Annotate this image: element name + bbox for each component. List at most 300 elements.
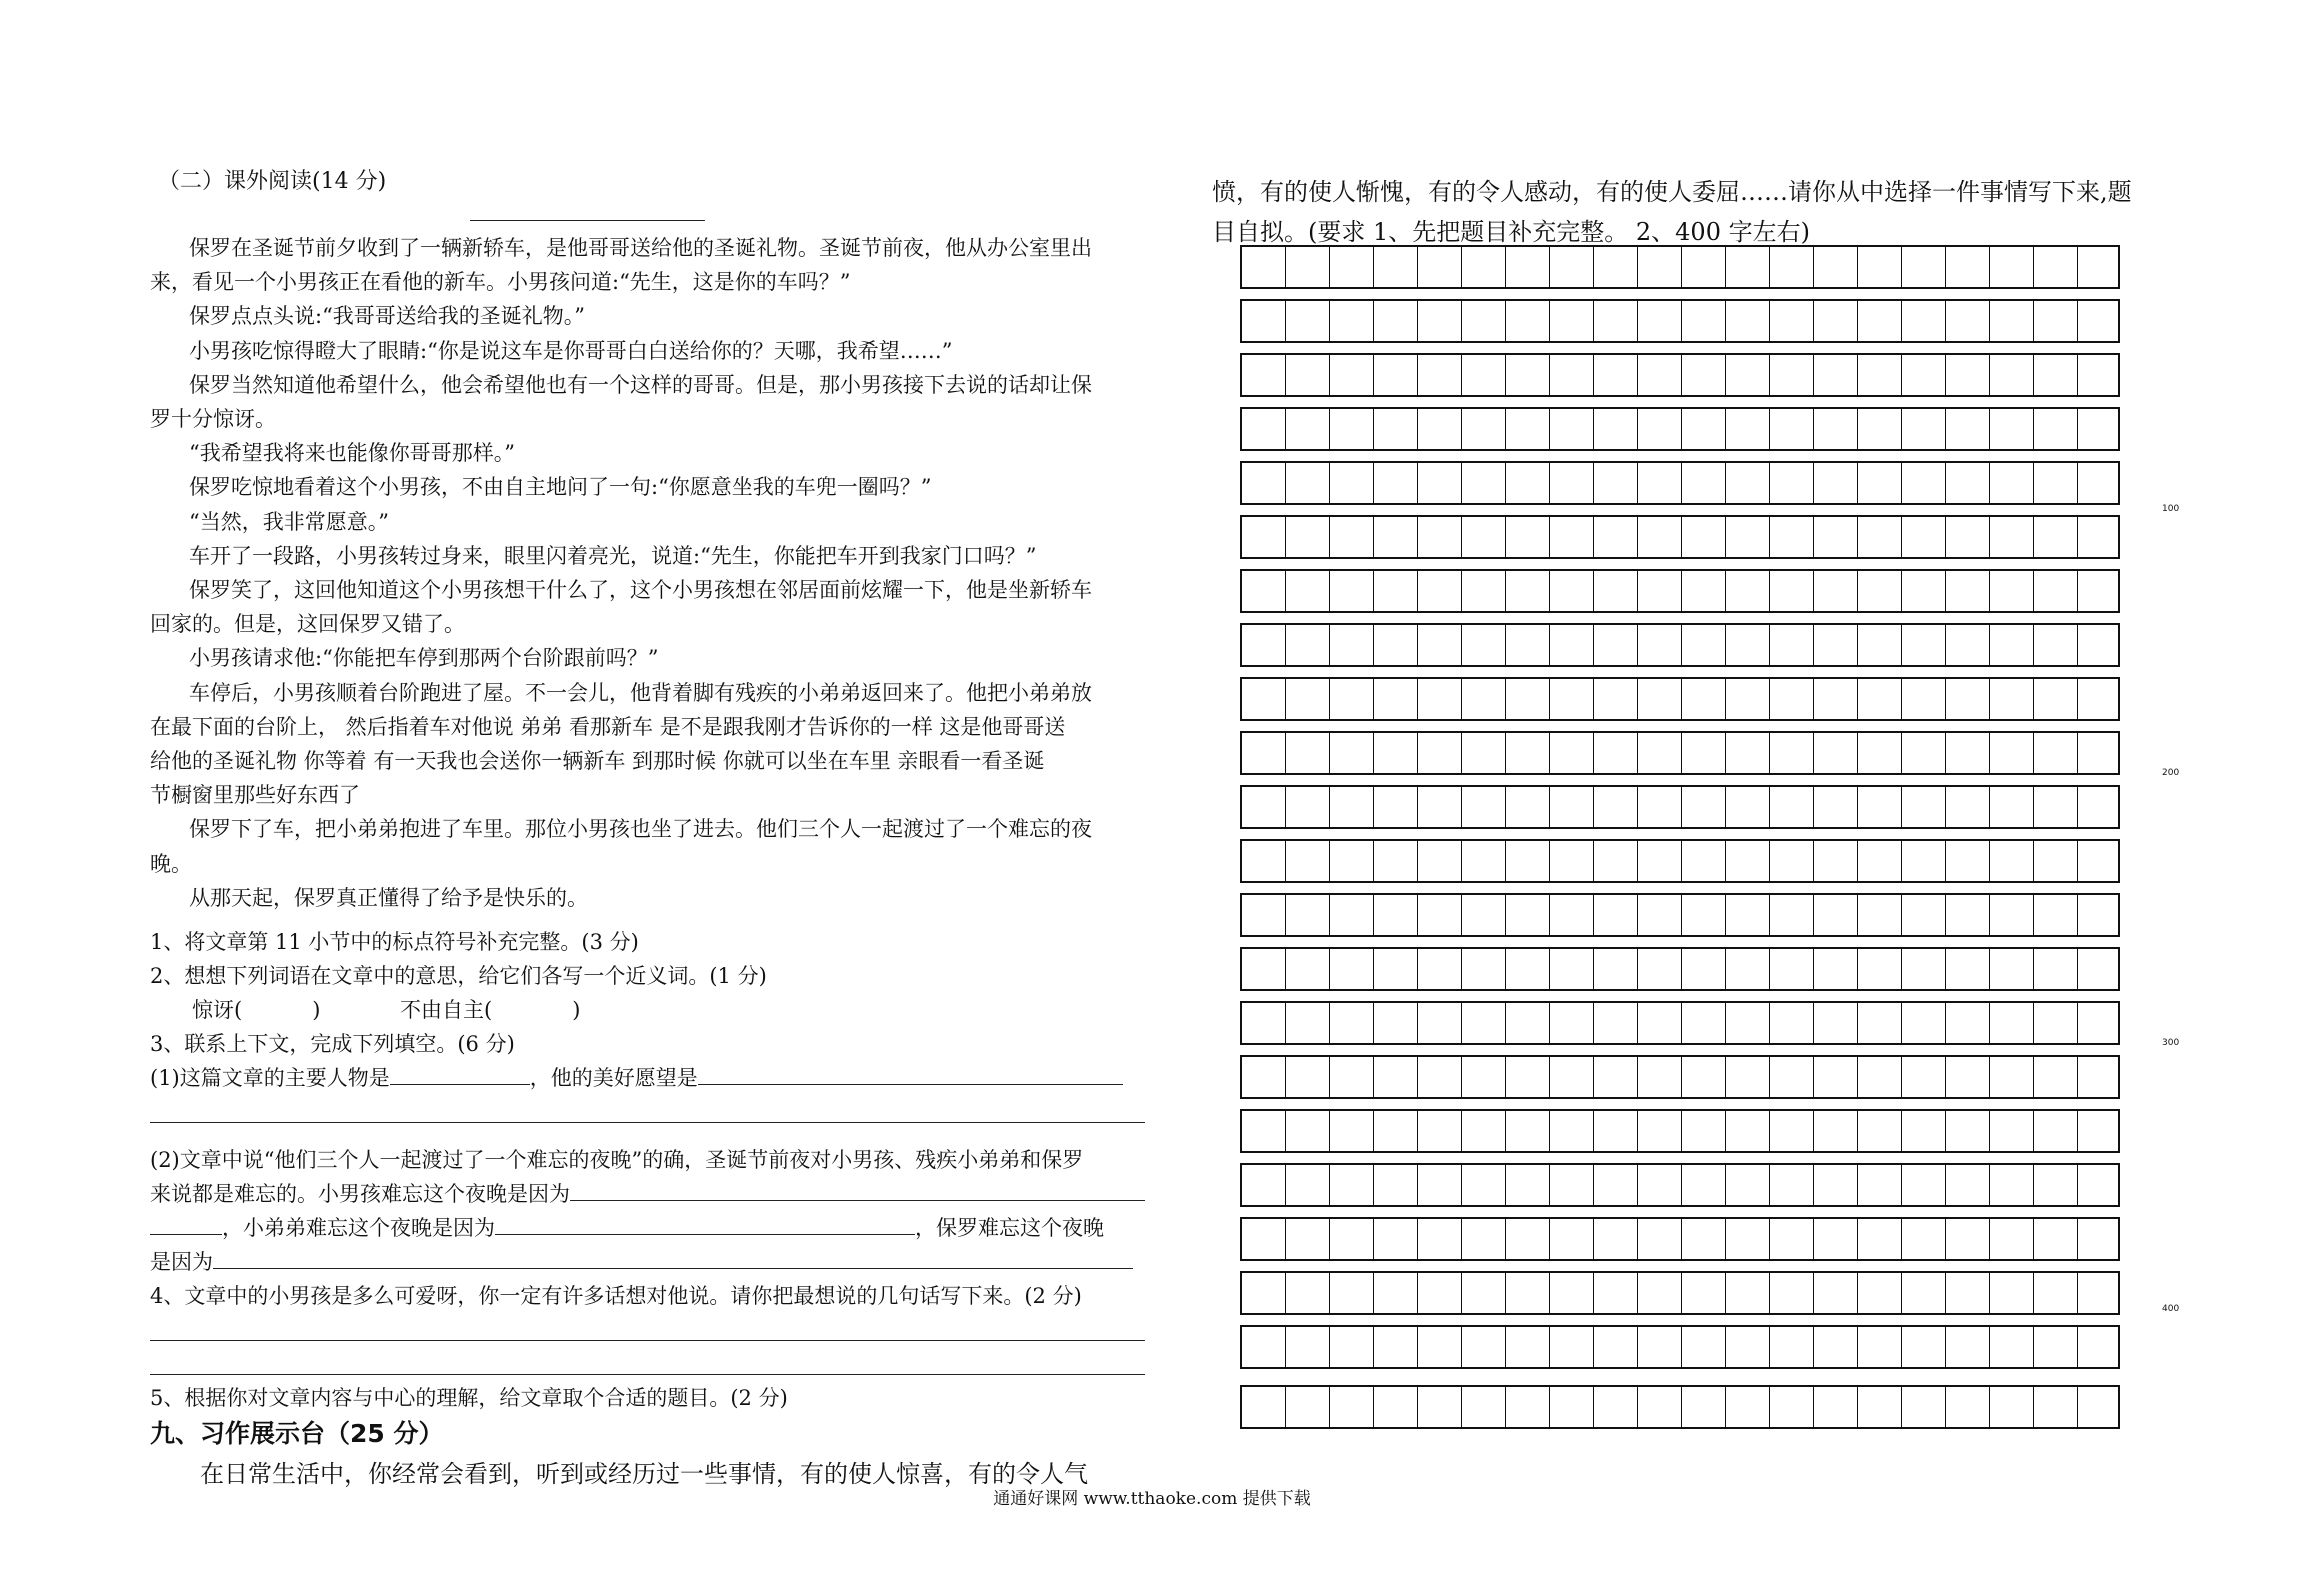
grid-row[interactable]	[1240, 731, 2120, 775]
grid-cell-divider	[1373, 1219, 1374, 1259]
grid-cell-divider	[2077, 841, 2078, 881]
grid-cell-divider	[1813, 1111, 1814, 1151]
grid-cell-divider	[1417, 247, 1418, 287]
q3-2-paul-label: ，保罗难忘这个夜晚	[915, 1216, 1104, 1240]
grid-cell-divider	[1901, 787, 1902, 827]
q3-1-blank-wish[interactable]	[698, 1066, 1123, 1085]
grid-cell-divider	[1505, 733, 1506, 773]
grid-cell-divider	[1813, 841, 1814, 881]
grid-cell-divider	[1373, 409, 1374, 449]
grid-cell-divider	[1417, 1057, 1418, 1097]
grid-cell-divider	[1637, 409, 1638, 449]
grid-cell-divider	[1285, 1003, 1286, 1043]
grid-cell-divider	[1417, 1003, 1418, 1043]
grid-cell-divider	[1373, 301, 1374, 341]
grid-cell-divider	[1461, 1111, 1462, 1151]
grid-cell-divider	[2077, 1111, 2078, 1151]
grid-cell-divider	[1857, 463, 1858, 503]
grid-row[interactable]	[1240, 677, 2120, 721]
grid-row[interactable]	[1240, 1385, 2120, 1429]
q3-2-blank-boy-end[interactable]	[150, 1216, 222, 1235]
grid-row[interactable]	[1240, 947, 2120, 991]
grid-cell-divider	[1505, 247, 1506, 287]
q3-2-line-1: (2)文章中说“他们三个人一起渡过了一个难忘的夜晚”的确，圣诞节前夜对小男孩、残疾小弟弟和保罗	[150, 1148, 1084, 1172]
grid-cell-divider	[1461, 463, 1462, 503]
grid-cell-divider	[2077, 679, 2078, 719]
grid-cell-divider	[1593, 355, 1594, 395]
grid-cell-divider	[1637, 247, 1638, 287]
grid-cell-divider	[1901, 733, 1902, 773]
grid-cell-divider	[1769, 1057, 1770, 1097]
grid-cell-divider	[2033, 733, 2034, 773]
grid-cell-divider	[2033, 355, 2034, 395]
grid-cell-divider	[1593, 1003, 1594, 1043]
grid-cell-divider	[1769, 787, 1770, 827]
grid-cell-divider	[1637, 517, 1638, 557]
grid-cell-divider	[1505, 409, 1506, 449]
grid-cell-divider	[1945, 1111, 1946, 1151]
grid-cell-divider	[1593, 517, 1594, 557]
question-3-1	[150, 1062, 1123, 1092]
grid-cell-divider	[1813, 1165, 1814, 1205]
grid-row[interactable]	[1240, 1109, 2120, 1153]
grid-cell-divider	[1857, 247, 1858, 287]
grid-cell-divider	[1813, 1273, 1814, 1313]
grid-cell-divider	[1681, 1111, 1682, 1151]
grid-cell-divider	[1989, 787, 1990, 827]
grid-cell-divider	[1285, 679, 1286, 719]
grid-cell-divider	[1857, 1387, 1858, 1427]
grid-row[interactable]	[1240, 299, 2120, 343]
grid-cell-divider	[1769, 463, 1770, 503]
grid-row[interactable]	[1240, 1271, 2120, 1315]
grid-cell-divider	[1813, 787, 1814, 827]
grid-cell-divider	[1549, 841, 1550, 881]
grid-cell-divider	[1637, 841, 1638, 881]
grid-cell-divider	[1461, 1003, 1462, 1043]
grid-cell-divider	[1725, 571, 1726, 611]
grid-cell-divider	[1373, 571, 1374, 611]
grid-cell-divider	[2077, 1003, 2078, 1043]
grid-cell-divider	[1901, 1219, 1902, 1259]
grid-cell-divider	[1461, 1273, 1462, 1313]
grid-cell-divider	[2077, 247, 2078, 287]
grid-cell-divider	[1461, 895, 1462, 935]
grid-cell-divider	[1285, 949, 1286, 989]
grid-cell-divider	[1681, 1273, 1682, 1313]
grid-cell-divider	[1813, 571, 1814, 611]
grid-cell-divider	[1505, 1273, 1506, 1313]
writing-prompt-right-2: 目自拟。(要求 1、先把题目补充完整。 2、400 字左右)	[1212, 218, 1810, 246]
grid-cell-divider	[2033, 1057, 2034, 1097]
grid-cell-divider	[2033, 625, 2034, 665]
grid-cell-divider	[1725, 1387, 1726, 1427]
grid-cell-divider	[1593, 787, 1594, 827]
grid-row[interactable]	[1240, 1325, 2120, 1369]
grid-cell-divider	[2033, 1165, 2034, 1205]
grid-cell-divider	[1461, 1219, 1462, 1259]
grid-cell-divider	[1373, 517, 1374, 557]
grid-cell-divider	[1857, 571, 1858, 611]
grid-cell-divider	[1725, 1057, 1726, 1097]
grid-cell-divider	[1989, 355, 1990, 395]
grid-cell-divider	[1813, 463, 1814, 503]
grid-cell-divider	[1857, 625, 1858, 665]
grid-cell-divider	[1549, 409, 1550, 449]
grid-cell-divider	[1725, 841, 1726, 881]
grid-cell-divider	[1857, 1003, 1858, 1043]
grid-cell-divider	[2077, 949, 2078, 989]
grid-cell-divider	[1945, 787, 1946, 827]
grid-cell-divider	[1461, 1165, 1462, 1205]
grid-cell-divider	[1857, 1111, 1858, 1151]
grid-cell-divider	[1637, 1165, 1638, 1205]
grid-row[interactable]	[1240, 515, 2120, 559]
grid-cell-divider	[1681, 247, 1682, 287]
q3-1-label-b: ，他的美好愿望是	[529, 1066, 698, 1090]
grid-cell-divider	[1725, 1111, 1726, 1151]
grid-cell-divider	[1285, 571, 1286, 611]
grid-cell-divider	[1857, 949, 1858, 989]
grid-cell-divider	[1593, 733, 1594, 773]
grid-cell-divider	[1417, 517, 1418, 557]
grid-cell-divider	[1417, 1273, 1418, 1313]
grid-cell-divider	[1329, 1165, 1330, 1205]
grid-cell-divider	[1593, 625, 1594, 665]
grid-cell-divider	[1549, 679, 1550, 719]
grid-cell-divider	[1637, 949, 1638, 989]
grid-cell-divider	[1505, 1327, 1506, 1367]
grid-cell-divider	[1461, 949, 1462, 989]
grid-row[interactable]	[1240, 1163, 2120, 1207]
grid-cell-divider	[1857, 1057, 1858, 1097]
grid-cell-divider	[1285, 1387, 1286, 1427]
grid-cell-divider	[1637, 1057, 1638, 1097]
grid-cell-divider	[1373, 1387, 1374, 1427]
grid-row[interactable]	[1240, 461, 2120, 505]
grid-cell-divider	[1285, 1111, 1286, 1151]
grid-row[interactable]	[1240, 1055, 2120, 1099]
grid-cell-divider	[1857, 895, 1858, 935]
grid-cell-divider	[1417, 1327, 1418, 1367]
grid-cell-divider	[1901, 355, 1902, 395]
q4-answer-line-1[interactable]	[150, 1340, 1145, 1341]
q3-2-line-4	[150, 1246, 1133, 1276]
grid-cell-divider	[1373, 949, 1374, 989]
grid-cell-divider	[2033, 301, 2034, 341]
grid-cell-divider	[1373, 895, 1374, 935]
grid-cell-divider	[1637, 571, 1638, 611]
passage-line: 回家的。但是，这回保罗又错了。	[150, 612, 465, 637]
grid-cell-divider	[1373, 1327, 1374, 1367]
grid-cell-divider	[2077, 1387, 2078, 1427]
grid-cell-divider	[1857, 301, 1858, 341]
grid-cell-divider	[1945, 1387, 1946, 1427]
grid-cell-divider	[1549, 1003, 1550, 1043]
grid-cell-divider	[1285, 787, 1286, 827]
grid-cell-divider	[2033, 1003, 2034, 1043]
passage-line: 保罗在圣诞节前夕收到了一辆新轿车，是他哥哥送给他的圣诞礼物。圣诞节前夜，他从办公室里出	[189, 236, 1092, 260]
grid-cell-divider	[1461, 517, 1462, 557]
grid-cell-divider	[1549, 625, 1550, 665]
grid-cell-divider	[1813, 1387, 1814, 1427]
grid-cell-divider	[1505, 571, 1506, 611]
grid-cell-divider	[1637, 1219, 1638, 1259]
passage-line: 车停后，小男孩顺着台阶跑进了屋。不一会儿，他背着脚有残疾的小弟弟返回来了。他把小弟弟放	[189, 680, 1092, 705]
grid-cell-divider	[1989, 841, 1990, 881]
grid-row[interactable]	[1240, 245, 2120, 289]
grid-cell-divider	[1901, 895, 1902, 935]
grid-cell-divider	[1725, 1219, 1726, 1259]
grid-cell-divider	[1417, 1219, 1418, 1259]
grid-cell-divider	[1769, 301, 1770, 341]
grid-cell-divider	[1725, 409, 1726, 449]
grid-cell-divider	[1901, 679, 1902, 719]
grid-cell-divider	[1285, 733, 1286, 773]
grid-cell-divider	[1901, 301, 1902, 341]
grid-cell-divider	[1461, 1387, 1462, 1427]
grid-cell-divider	[1549, 463, 1550, 503]
grid-cell-divider	[1373, 1111, 1374, 1151]
q3-1-answer-line[interactable]	[150, 1122, 1145, 1123]
grid-cell-divider	[1637, 1003, 1638, 1043]
title-blank-line	[470, 220, 705, 221]
grid-cell-divider	[1681, 625, 1682, 665]
grid-cell-divider	[1989, 1003, 1990, 1043]
grid-cell-divider	[1505, 1057, 1506, 1097]
grid-cell-divider	[1813, 733, 1814, 773]
count-marker-400: 400	[2162, 1304, 2180, 1314]
grid-cell-divider	[1681, 1387, 1682, 1427]
grid-cell-divider	[1549, 1273, 1550, 1313]
grid-cell-divider	[1945, 949, 1946, 989]
grid-cell-divider	[1725, 733, 1726, 773]
grid-cell-divider	[1505, 517, 1506, 557]
grid-cell-divider	[1681, 1219, 1682, 1259]
grid-cell-divider	[1461, 301, 1462, 341]
passage-line: 保罗点点头说:“我哥哥送给我的圣诞礼物。”	[189, 304, 586, 329]
grid-cell-divider	[1637, 463, 1638, 503]
grid-cell-divider	[1373, 1057, 1374, 1097]
synonym-word-1: 惊讶(	[192, 998, 243, 1022]
passage-line: 保罗笑了，这回他知道这个小男孩想干什么了，这个小男孩想在邻居面前炫耀一下，他是坐新轿车	[189, 578, 1092, 602]
grid-row[interactable]	[1240, 623, 2120, 667]
grid-cell-divider	[1989, 1387, 1990, 1427]
writing-prompt-left: 在日常生活中，你经常会看到，听到或经历过一些事情，有的使人惊喜，有的令人气	[200, 1460, 1088, 1488]
grid-cell-divider	[1989, 1057, 1990, 1097]
q4-answer-line-2[interactable]	[150, 1374, 1145, 1375]
grid-cell-divider	[1637, 1387, 1638, 1427]
grid-cell-divider	[1593, 1057, 1594, 1097]
grid-cell-divider	[1505, 1003, 1506, 1043]
grid-cell-divider	[1945, 301, 1946, 341]
grid-cell-divider	[1989, 1165, 1990, 1205]
grid-cell-divider	[1285, 463, 1286, 503]
grid-cell-divider	[1769, 733, 1770, 773]
grid-cell-divider	[1285, 625, 1286, 665]
q3-2-boy-label: 来说都是难忘的。小男孩难忘这个夜晚是因为	[150, 1182, 570, 1206]
grid-cell-divider	[1769, 679, 1770, 719]
grid-cell-divider	[1901, 571, 1902, 611]
grid-row[interactable]	[1240, 569, 2120, 613]
grid-cell-divider	[1329, 355, 1330, 395]
grid-cell-divider	[1637, 1273, 1638, 1313]
grid-cell-divider	[2033, 1327, 2034, 1367]
question-5: 5、根据你对文章内容与中心的理解，给文章取个合适的题目。(2 分)	[150, 1386, 788, 1410]
grid-cell-divider	[1329, 787, 1330, 827]
grid-cell-divider	[1549, 895, 1550, 935]
grid-cell-divider	[1461, 787, 1462, 827]
grid-cell-divider	[1285, 1219, 1286, 1259]
grid-cell-divider	[1505, 1387, 1506, 1427]
grid-row[interactable]	[1240, 785, 2120, 829]
grid-cell-divider	[1637, 355, 1638, 395]
grid-cell-divider	[1945, 1327, 1946, 1367]
grid-cell-divider	[1417, 1165, 1418, 1205]
grid-cell-divider	[1989, 301, 1990, 341]
grid-cell-divider	[1329, 1003, 1330, 1043]
grid-row[interactable]	[1240, 893, 2120, 937]
grid-cell-divider	[1769, 247, 1770, 287]
grid-cell-divider	[1681, 571, 1682, 611]
grid-row[interactable]	[1240, 839, 2120, 883]
q3-2-blank-brother[interactable]	[495, 1216, 915, 1235]
grid-cell-divider	[2077, 625, 2078, 665]
q3-1-blank-person[interactable]	[390, 1066, 530, 1085]
grid-cell-divider	[1769, 517, 1770, 557]
grid-row[interactable]	[1240, 1001, 2120, 1045]
grid-cell-divider	[1461, 355, 1462, 395]
grid-cell-divider	[1329, 1057, 1330, 1097]
passage-line: 晚。	[150, 851, 192, 876]
grid-cell-divider	[1813, 1327, 1814, 1367]
grid-cell-divider	[1725, 1273, 1726, 1313]
reading-heading: （二）课外阅读(14 分)	[158, 169, 387, 194]
q3-2-blank-boy[interactable]	[570, 1182, 1145, 1201]
q3-1-label: (1)这篇文章的主要人物是	[150, 1066, 390, 1090]
grid-cell-divider	[1813, 679, 1814, 719]
grid-cell-divider	[1857, 1327, 1858, 1367]
grid-cell-divider	[1945, 1165, 1946, 1205]
passage-line: 保罗吃惊地看着这个小男孩，不由自主地问了一句:“你愿意坐我的车兜一圈吗？”	[189, 475, 932, 500]
grid-cell-divider	[2033, 787, 2034, 827]
question-2: 2、想想下列词语在文章中的意思，给它们各写一个近义词。(1 分)	[150, 964, 767, 988]
grid-cell-divider	[1989, 1273, 1990, 1313]
grid-cell-divider	[1637, 1327, 1638, 1367]
grid-cell-divider	[2033, 247, 2034, 287]
grid-cell-divider	[1593, 1327, 1594, 1367]
grid-cell-divider	[1505, 895, 1506, 935]
grid-cell-divider	[1329, 895, 1330, 935]
passage-line: 节橱窗里那些好东西了	[150, 783, 360, 808]
grid-cell-divider	[1417, 679, 1418, 719]
grid-cell-divider	[1329, 949, 1330, 989]
grid-cell-divider	[1505, 463, 1506, 503]
grid-cell-divider	[1945, 679, 1946, 719]
footer-credit: 通通好课网 www.tthaoke.com 提供下载	[993, 1489, 1311, 1509]
grid-cell-divider	[1769, 1219, 1770, 1259]
grid-cell-divider	[1329, 733, 1330, 773]
synonym-item-2	[400, 994, 580, 1024]
grid-cell-divider	[1813, 1057, 1814, 1097]
grid-cell-divider	[1637, 625, 1638, 665]
grid-cell-divider	[1417, 571, 1418, 611]
grid-row[interactable]	[1240, 1217, 2120, 1261]
grid-cell-divider	[1417, 409, 1418, 449]
grid-cell-divider	[1901, 1273, 1902, 1313]
grid-cell-divider	[1945, 625, 1946, 665]
grid-row[interactable]	[1240, 353, 2120, 397]
grid-cell-divider	[1285, 355, 1286, 395]
grid-cell-divider	[1725, 679, 1726, 719]
grid-cell-divider	[1549, 301, 1550, 341]
grid-cell-divider	[1769, 571, 1770, 611]
grid-cell-divider	[1725, 949, 1726, 989]
grid-cell-divider	[2033, 949, 2034, 989]
grid-cell-divider	[1945, 1057, 1946, 1097]
count-marker-300: 300	[2162, 1038, 2180, 1048]
grid-cell-divider	[2033, 895, 2034, 935]
grid-row[interactable]	[1240, 407, 2120, 451]
grid-cell-divider	[1549, 1219, 1550, 1259]
question-3: 3、联系上下文，完成下列填空。(6 分)	[150, 1032, 515, 1056]
grid-cell-divider	[1637, 733, 1638, 773]
grid-cell-divider	[1857, 517, 1858, 557]
grid-cell-divider	[1989, 247, 1990, 287]
grid-cell-divider	[1285, 301, 1286, 341]
grid-cell-divider	[1461, 625, 1462, 665]
grid-cell-divider	[1593, 1273, 1594, 1313]
grid-cell-divider	[1681, 355, 1682, 395]
grid-cell-divider	[1461, 841, 1462, 881]
passage-line: “我希望我将来也能像你哥哥那样。”	[189, 441, 515, 466]
grid-cell-divider	[1857, 1219, 1858, 1259]
grid-cell-divider	[2033, 1387, 2034, 1427]
grid-cell-divider	[1549, 1387, 1550, 1427]
grid-cell-divider	[2077, 463, 2078, 503]
count-marker-100: 100	[2162, 504, 2180, 514]
q3-2-blank-paul[interactable]	[213, 1250, 1133, 1269]
grid-cell-divider	[1417, 787, 1418, 827]
q3-2-paul-label-b: 是因为	[150, 1250, 213, 1274]
grid-cell-divider	[1505, 679, 1506, 719]
grid-cell-divider	[1329, 1327, 1330, 1367]
grid-cell-divider	[1945, 409, 1946, 449]
grid-cell-divider	[1373, 355, 1374, 395]
grid-cell-divider	[1461, 733, 1462, 773]
grid-cell-divider	[1285, 247, 1286, 287]
grid-cell-divider	[1549, 949, 1550, 989]
grid-cell-divider	[1901, 1057, 1902, 1097]
grid-cell-divider	[1593, 571, 1594, 611]
question-4: 4、文章中的小男孩是多么可爱呀，你一定有许多话想对他说。请你把最想说的几句话写下来。(2 分)	[150, 1284, 1082, 1308]
grid-cell-divider	[1593, 409, 1594, 449]
grid-cell-divider	[2077, 409, 2078, 449]
grid-cell-divider	[1549, 1165, 1550, 1205]
grid-cell-divider	[1989, 1219, 1990, 1259]
grid-cell-divider	[1945, 1219, 1946, 1259]
grid-cell-divider	[1989, 409, 1990, 449]
grid-cell-divider	[1593, 1219, 1594, 1259]
grid-cell-divider	[1945, 1003, 1946, 1043]
grid-cell-divider	[1857, 679, 1858, 719]
grid-cell-divider	[1417, 733, 1418, 773]
grid-cell-divider	[1505, 1165, 1506, 1205]
grid-cell-divider	[1417, 625, 1418, 665]
passage-line: 罗十分惊讶。	[150, 407, 276, 431]
grid-cell-divider	[1813, 1219, 1814, 1259]
grid-cell-divider	[2077, 1273, 2078, 1313]
